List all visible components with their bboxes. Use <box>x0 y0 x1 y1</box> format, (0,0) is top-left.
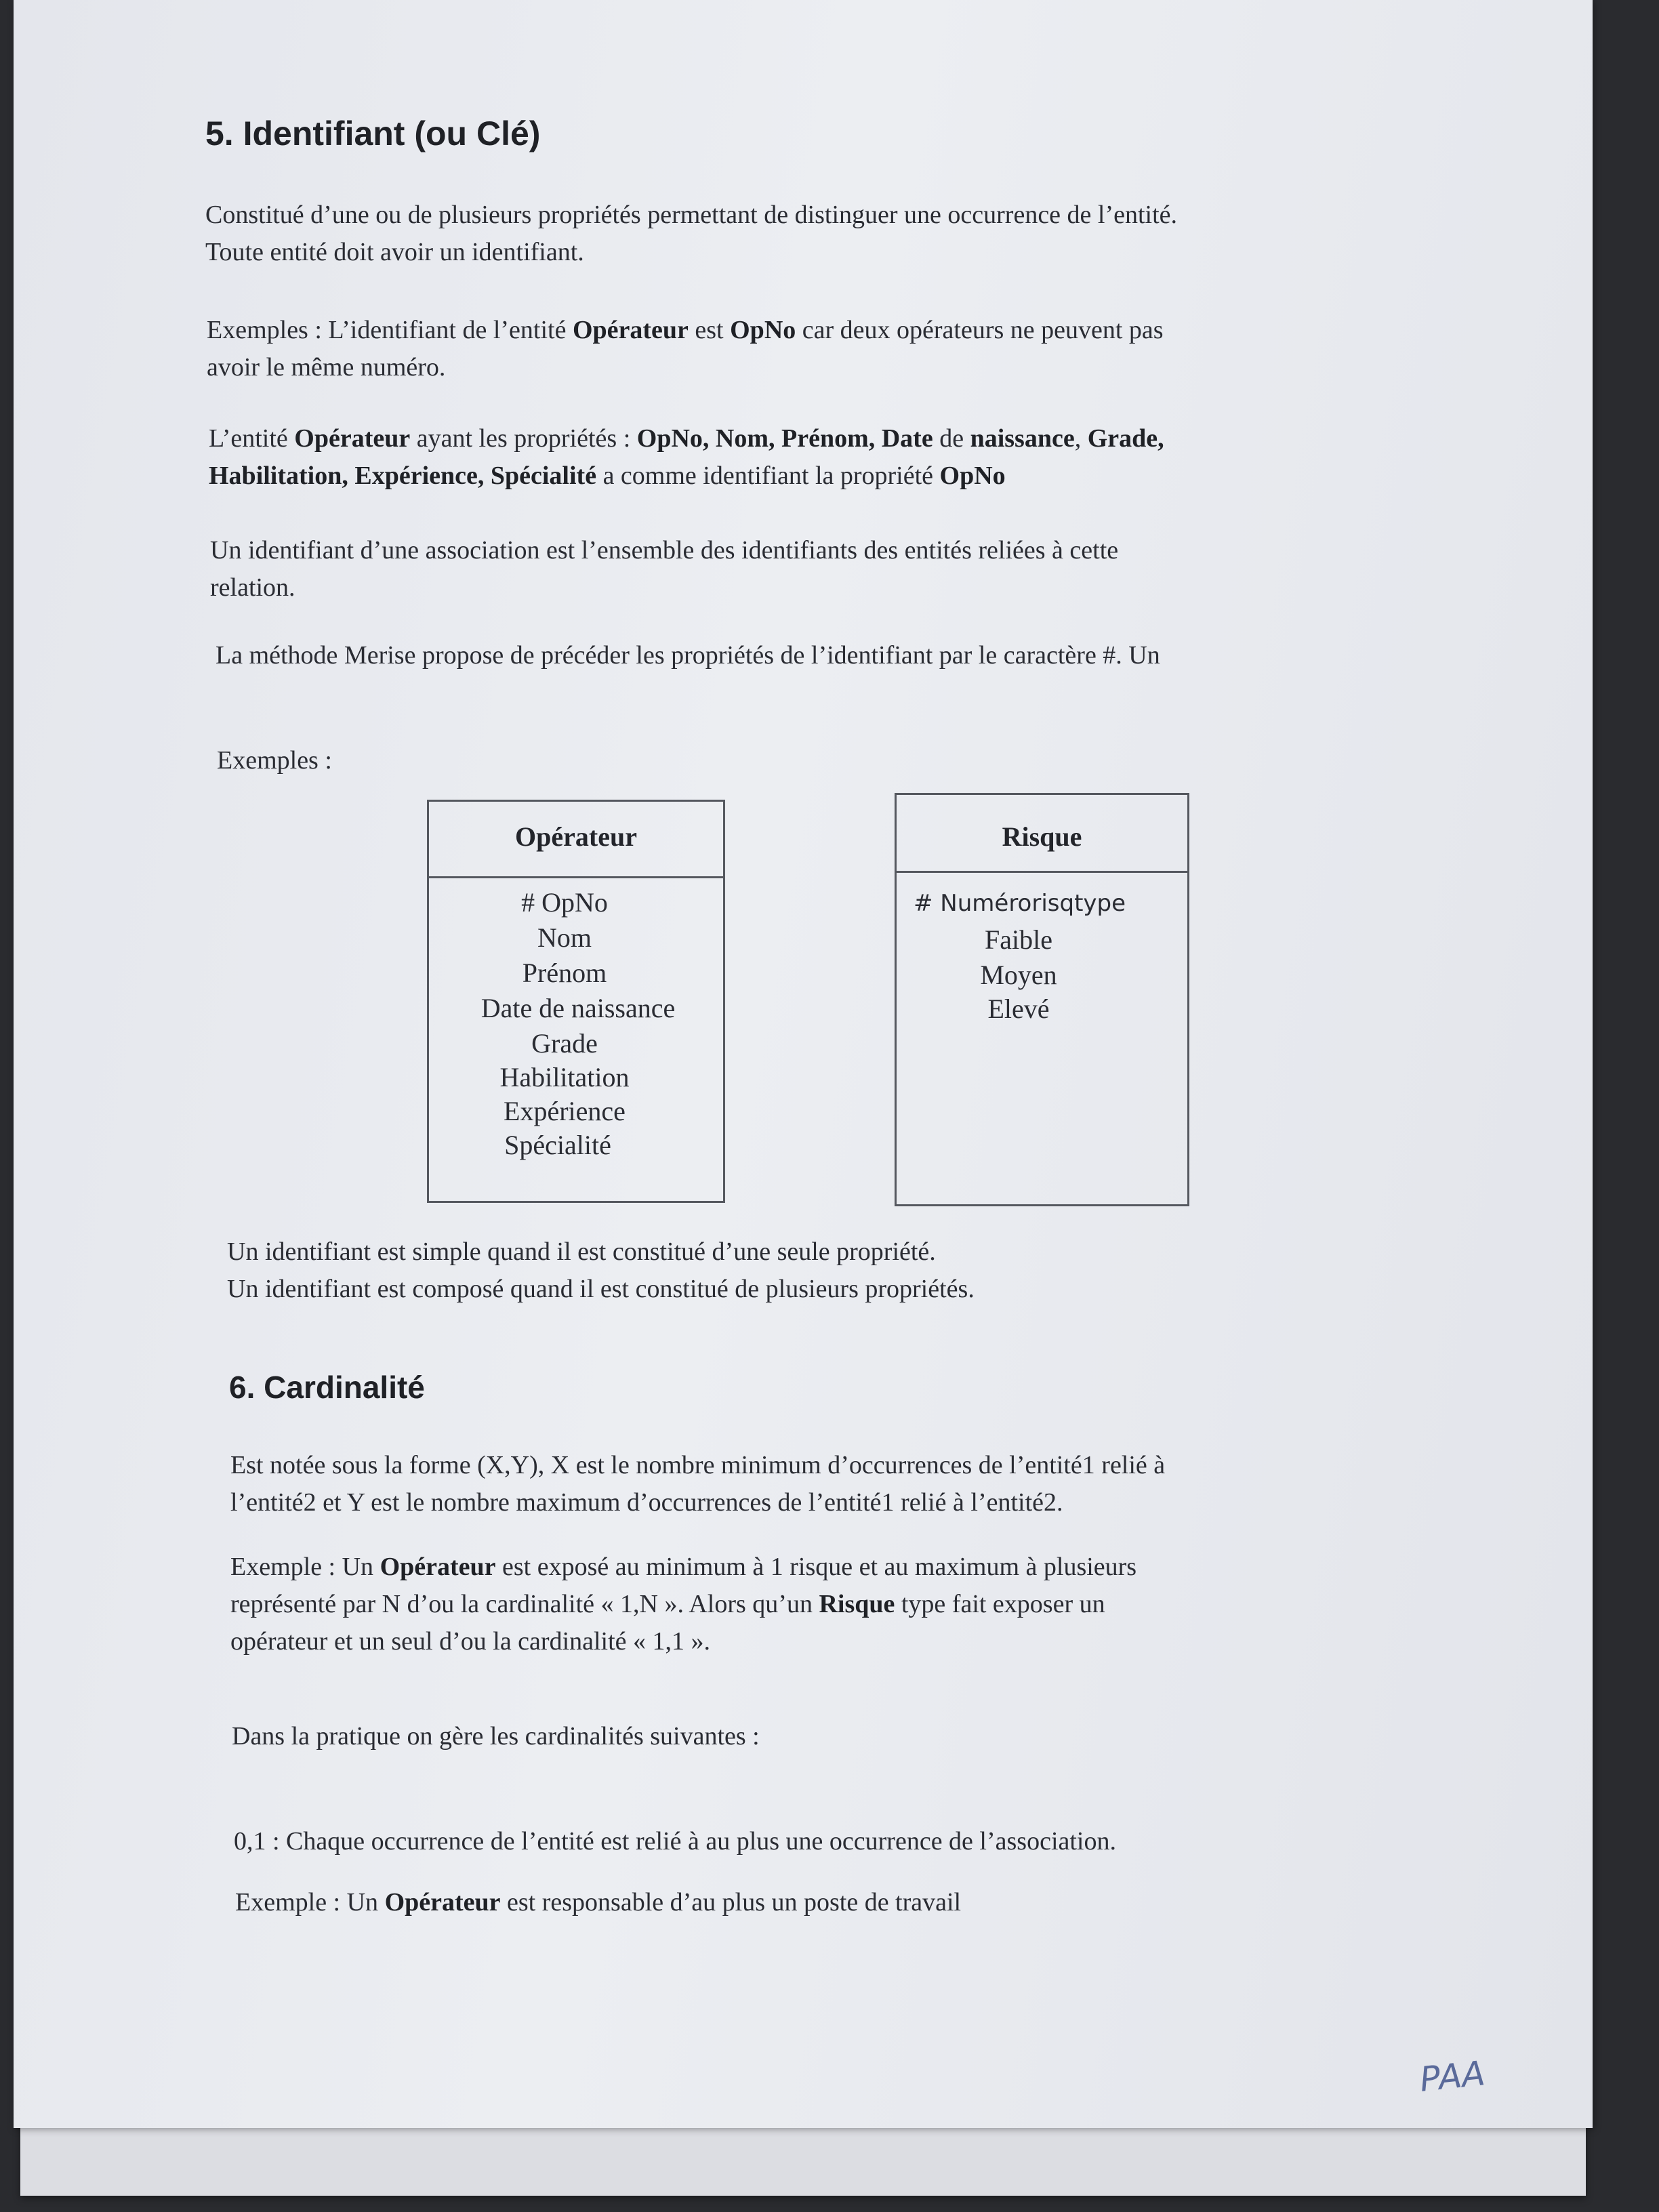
handwritten-initials: PAA <box>1418 2053 1487 2100</box>
s5-p1-line-1: Constitué d’une ou de plusieurs propriétés permettant de distinguer une occurrence de l’entité. <box>205 201 1178 229</box>
attr-prenom: Prénom <box>522 958 607 988</box>
attr-eleve: Elevé <box>987 994 1050 1024</box>
s5-p2-line-1: Exemples : L’identifiant de l’entité Opérateur est OpNo car deux opérateurs ne peuvent pas <box>207 316 1164 344</box>
attr-nom: Nom <box>537 922 592 953</box>
attr-date-naissance: Date de naissance <box>480 993 676 1023</box>
s5-p4-line-2: relation. <box>210 573 295 602</box>
s5-p4-line-1: Un identifiant d’une association est l’ensemble des identifiants des entités reliées à cette <box>210 536 1119 565</box>
s5-p6-line-1: Un identifiant est simple quand il est constitué d’une seule propriété. <box>227 1237 936 1266</box>
section-5-heading: 5. Identifiant (ou Clé) <box>205 115 541 152</box>
s5-paragraph-6 <box>227 1233 975 1308</box>
attr-specialite: Spécialité <box>504 1130 611 1160</box>
entity-title-risque: Risque <box>1002 821 1082 852</box>
attr-faible: Faible <box>985 924 1052 955</box>
s6-p2-line-2: représenté par N d’ou la cardinalité « 1,N ». Alors qu’un Risque type fait exposer un <box>230 1590 1105 1618</box>
attr-experience: Expérience <box>504 1096 626 1126</box>
entity-divider <box>897 871 1187 873</box>
s6-paragraph-4: 0,1 : Chaque occurrence de l’entité est relié à au plus une occurrence de l’association. <box>234 1827 1116 1856</box>
s5-p3-line-2: Habilitation, Expérience, Spécialité a comme identifiant la propriété OpNo <box>209 462 1006 490</box>
examples-label: Exemples : <box>217 746 332 775</box>
s5-paragraph-5: La méthode Merise propose de précéder les propriétés de l’identifiant par le caractère #. Un <box>216 641 1160 670</box>
entity-title-operateur: Opérateur <box>515 821 637 852</box>
entity-box-operateur <box>427 800 725 1203</box>
s5-p6-line-2: Un identifiant est composé quand il est constitué de plusieurs propriétés. <box>227 1275 975 1303</box>
s5-paragraph-3 <box>209 420 1164 495</box>
s5-paragraph-4 <box>210 532 1118 607</box>
s5-p2-line-2: avoir le même numéro. <box>207 353 446 382</box>
s6-p1-line-2: l’entité2 et Y est le nombre maximum d’occurrences de l’entité1 relié à l’entité2. <box>230 1488 1063 1517</box>
s5-paragraph-1 <box>205 197 1177 271</box>
attr-moyen: Moyen <box>980 960 1057 990</box>
s5-p3-line-1: L’entité Opérateur ayant les propriétés : OpNo, Nom, Prénom, Date de naissance, Grade, <box>209 424 1164 453</box>
attr-numerorisqtype: # Numérorisqtype <box>914 890 1126 917</box>
attr-opno: # OpNo <box>521 887 608 918</box>
s6-paragraph-2 <box>230 1549 1136 1660</box>
s6-paragraph-1 <box>230 1447 1165 1521</box>
s5-paragraph-2 <box>207 312 1164 386</box>
document-page <box>14 0 1593 2128</box>
s6-paragraph-3: Dans la pratique on gère les cardinalités suivantes : <box>232 1722 760 1750</box>
entity-box-risque <box>895 793 1189 1206</box>
attr-habilitation: Habilitation <box>499 1062 630 1092</box>
section-6-heading: 6. Cardinalité <box>229 1370 425 1405</box>
s6-paragraph-5: Exemple : Un Opérateur est responsable d’au plus un poste de travail <box>235 1888 962 1917</box>
entity-divider <box>429 876 723 878</box>
s6-p2-line-3: opérateur et un seul d’ou la cardinalité « 1,1 ». <box>230 1627 711 1656</box>
s5-p1-line-2: Toute entité doit avoir un identifiant. <box>205 238 584 266</box>
attr-grade: Grade <box>531 1028 598 1059</box>
s6-p2-line-1: Exemple : Un Opérateur est exposé au minimum à 1 risque et au maximum à plusieurs <box>230 1553 1137 1581</box>
s6-p1-line-1: Est notée sous la forme (X,Y), X est le nombre minimum d’occurrences de l’entité1 relié à <box>230 1451 1166 1479</box>
